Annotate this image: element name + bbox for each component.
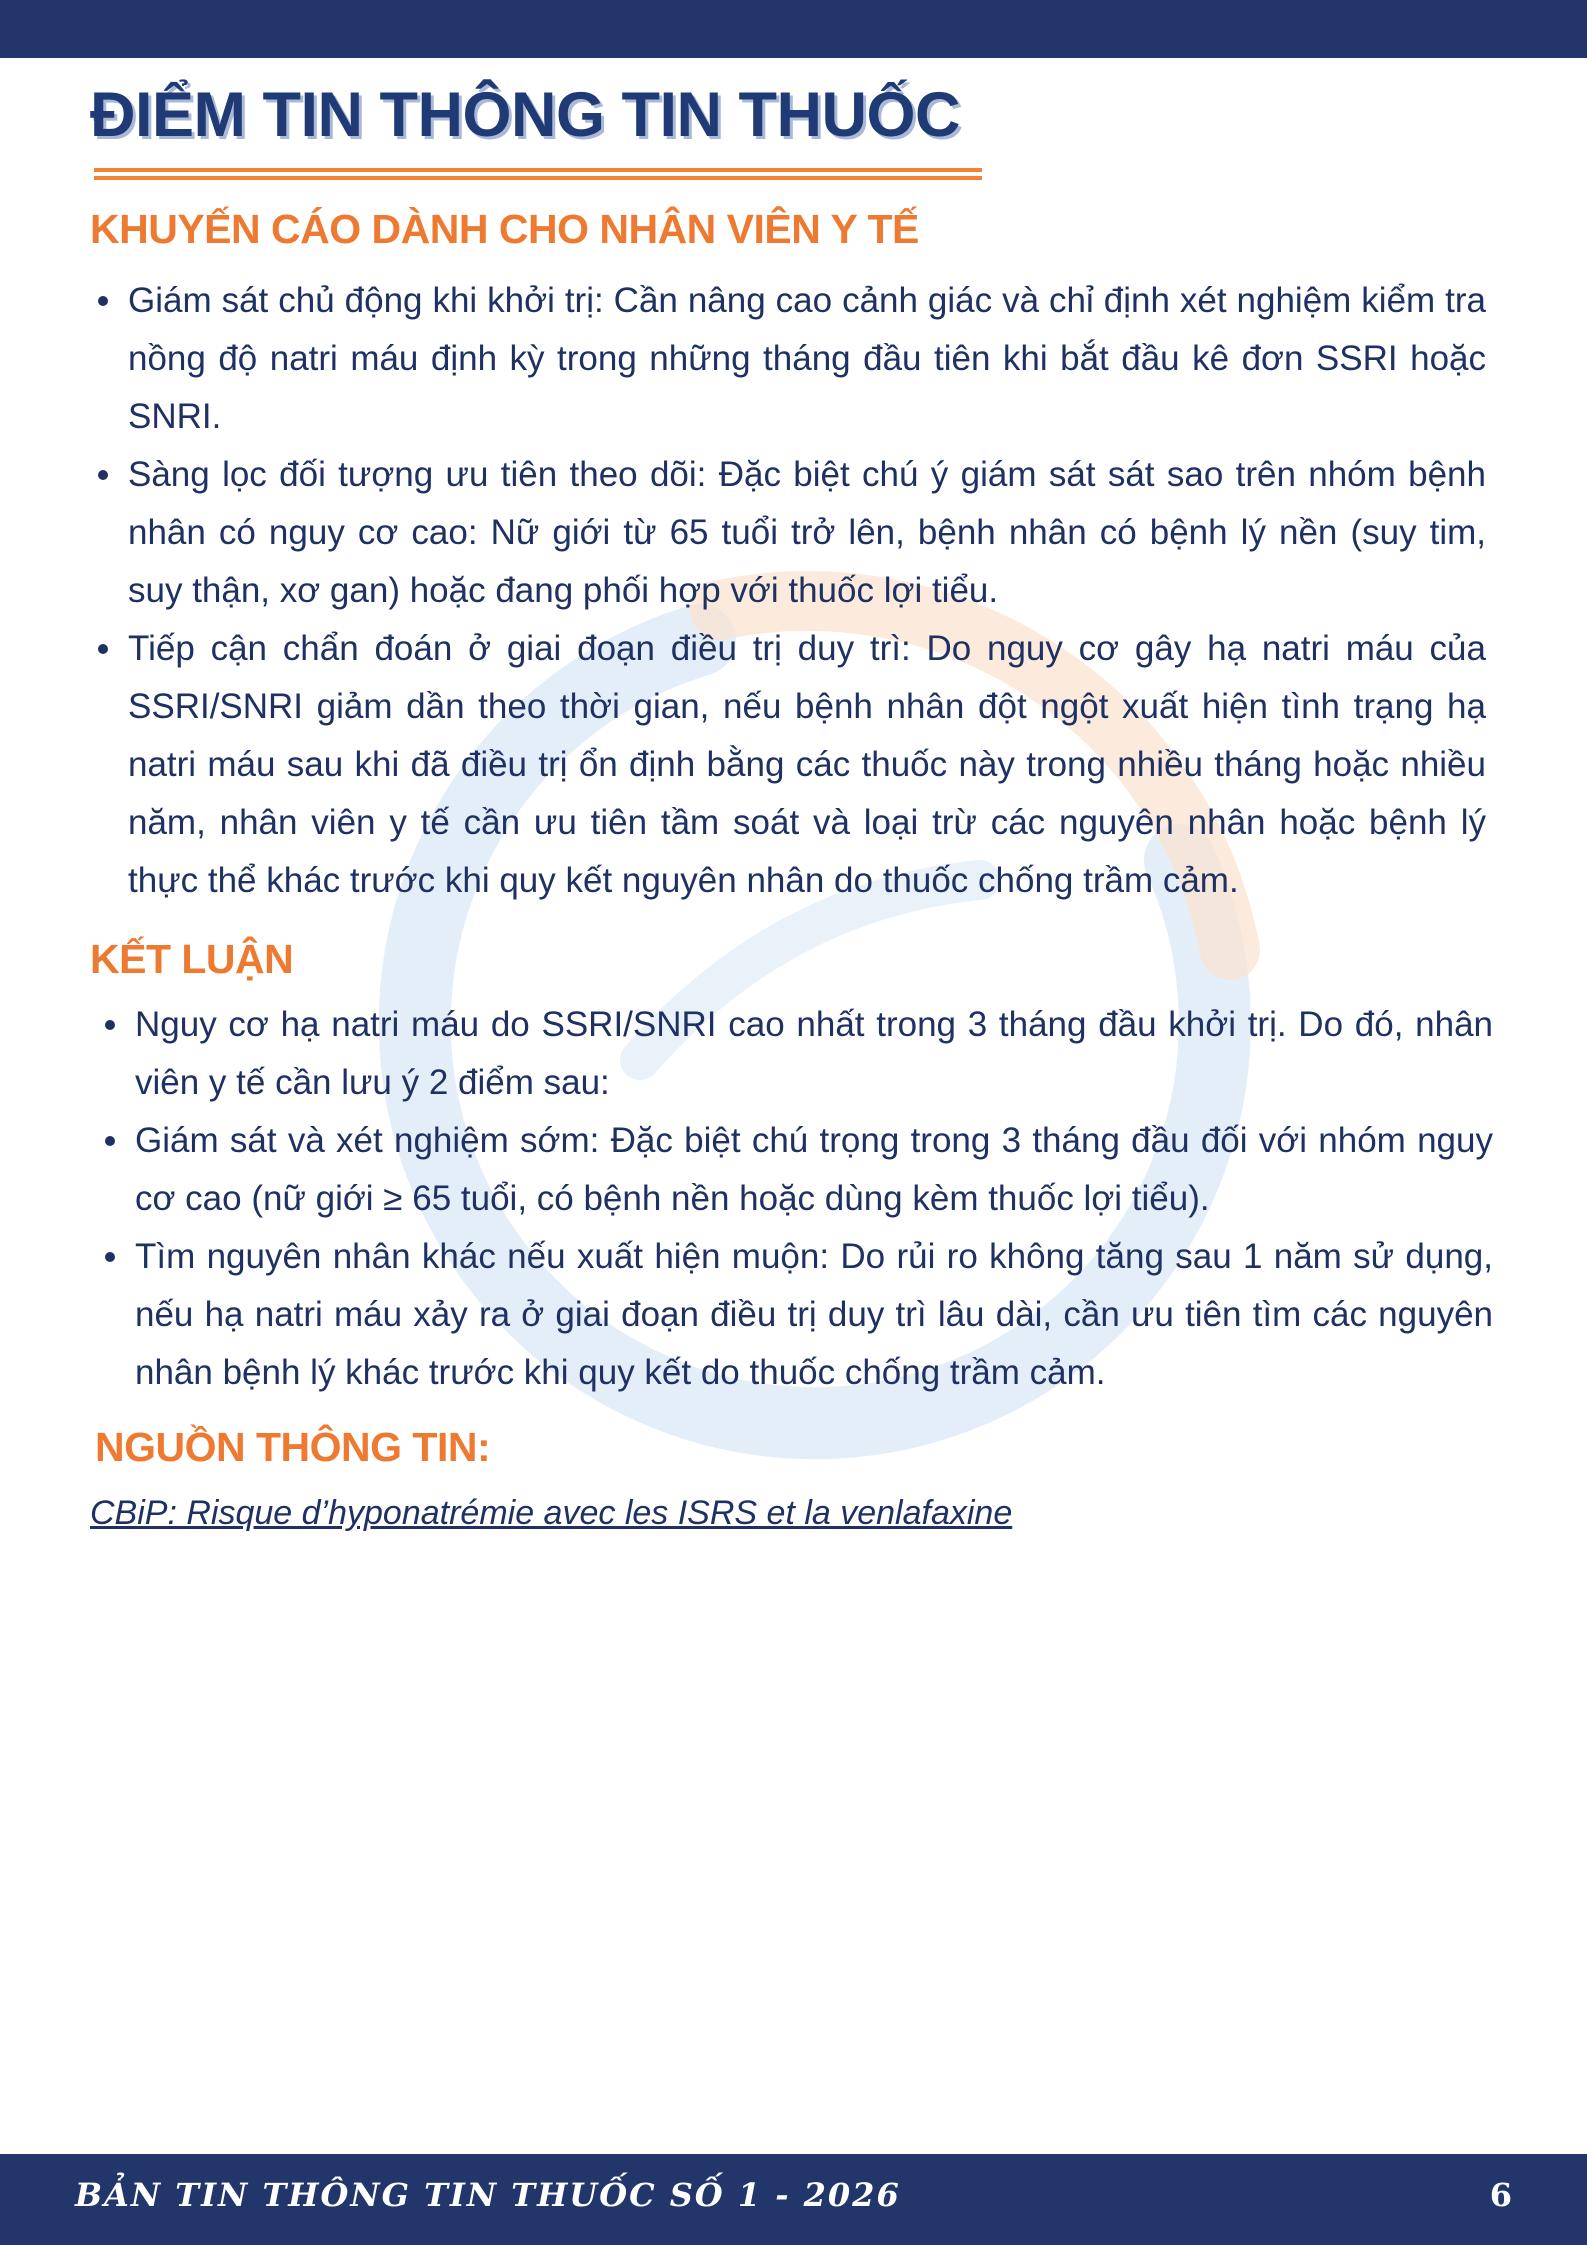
bullet-icon [98,470,108,480]
list-item-text: Giám sát chủ động khi khởi trị: Cần nâng cao cảnh giác và chỉ định xét nghiệm kiểm tra nồng độ natri máu định kỳ trong những tháng đầu tiên khi bắt đầu kê đơn SSRI hoặc SNRI. [128,281,1486,436]
page-number: 6 [1489,2176,1512,2214]
top-banner [0,0,1587,58]
list-item-text: Giám sát và xét nghiệm sớm: Đặc biệt chú trọng trong 3 tháng đầu đối với nhóm nguy cơ cao (nữ giới ≥ 65 tuổi, có bệnh nền hoặc dùng kèm thuốc lợi tiểu). [135,1121,1493,1218]
conclusion-list [97,996,1493,1402]
page-title: ĐIỂM TIN THÔNG TIN THUỐC [90,80,960,150]
list-item [90,272,1486,446]
list-item [90,620,1486,910]
list-item-text: Tiếp cận chẩn đoán ở giai đoạn điều trị duy trì: Do nguy cơ gây hạ natri máu của SSRI/SNRI giảm dần theo thời gian, nếu bệnh nhân đột ngột xuất hiện tình trạng hạ natri máu sau khi đã điều trị ổn định bằng các thuốc này trong nhiều tháng hoặc nhiều năm, nhân viên y tế cần ưu tiên tầm soát và loại trừ các nguyên nhân hoặc bệnh lý thực thể khác trước khi quy kết nguyên nhân do thuốc chống trầm cảm. [128,629,1486,900]
bullet-icon [105,1252,115,1262]
recommendations-list [90,272,1486,910]
list-item-text: Nguy cơ hạ natri máu do SSRI/SNRI cao nhất trong 3 tháng đầu khởi trị. Do đó, nhân viên y tế cần lưu ý 2 điểm sau: [135,1005,1493,1102]
footer-bar [0,2154,1587,2245]
list-item-text: Sàng lọc đối tượng ưu tiên theo dõi: Đặc biệt chú ý giám sát sát sao trên nhóm bệnh nhân có nguy cơ cao: Nữ giới từ 65 tuổi trở lên, bệnh nhân có bệnh lý nền (suy tim, suy thận, xơ gan) hoặc đang phối hợp với thuốc lợi tiểu. [128,455,1486,610]
list-item [97,996,1493,1112]
bullet-icon [98,644,108,654]
footer-title: BẢN TIN THÔNG TIN THUỐC SỐ 1 - 2026 [75,2176,901,2214]
sources-heading: NGUỒN THÔNG TIN: [95,1424,491,1470]
list-item [97,1112,1493,1228]
title-block [90,72,990,158]
title-underline-second [94,176,982,180]
title-underline [94,168,982,172]
list-item [97,1228,1493,1402]
bullet-icon [98,296,108,306]
recommendations-heading: KHUYẾN CÁO DÀNH CHO NHÂN VIÊN Y TẾ [90,206,919,252]
source-link[interactable]: CBiP: Risque d’hyponatrémie avec les ISRS et la venlafaxine [90,1494,1013,1532]
list-item-text: Tìm nguyên nhân khác nếu xuất hiện muộn: Do rủi ro không tăng sau 1 năm sử dụng, nếu hạ natri máu xảy ra ở giai đoạn điều trị duy trì lâu dài, cần ưu tiên tìm các nguyên nhân bệnh lý khác trước khi quy kết do thuốc chống trầm cảm. [135,1237,1493,1392]
conclusion-heading: KẾT LUẬN [90,936,294,982]
bullet-icon [105,1020,115,1030]
list-item [90,446,1486,620]
bullet-icon [105,1136,115,1146]
